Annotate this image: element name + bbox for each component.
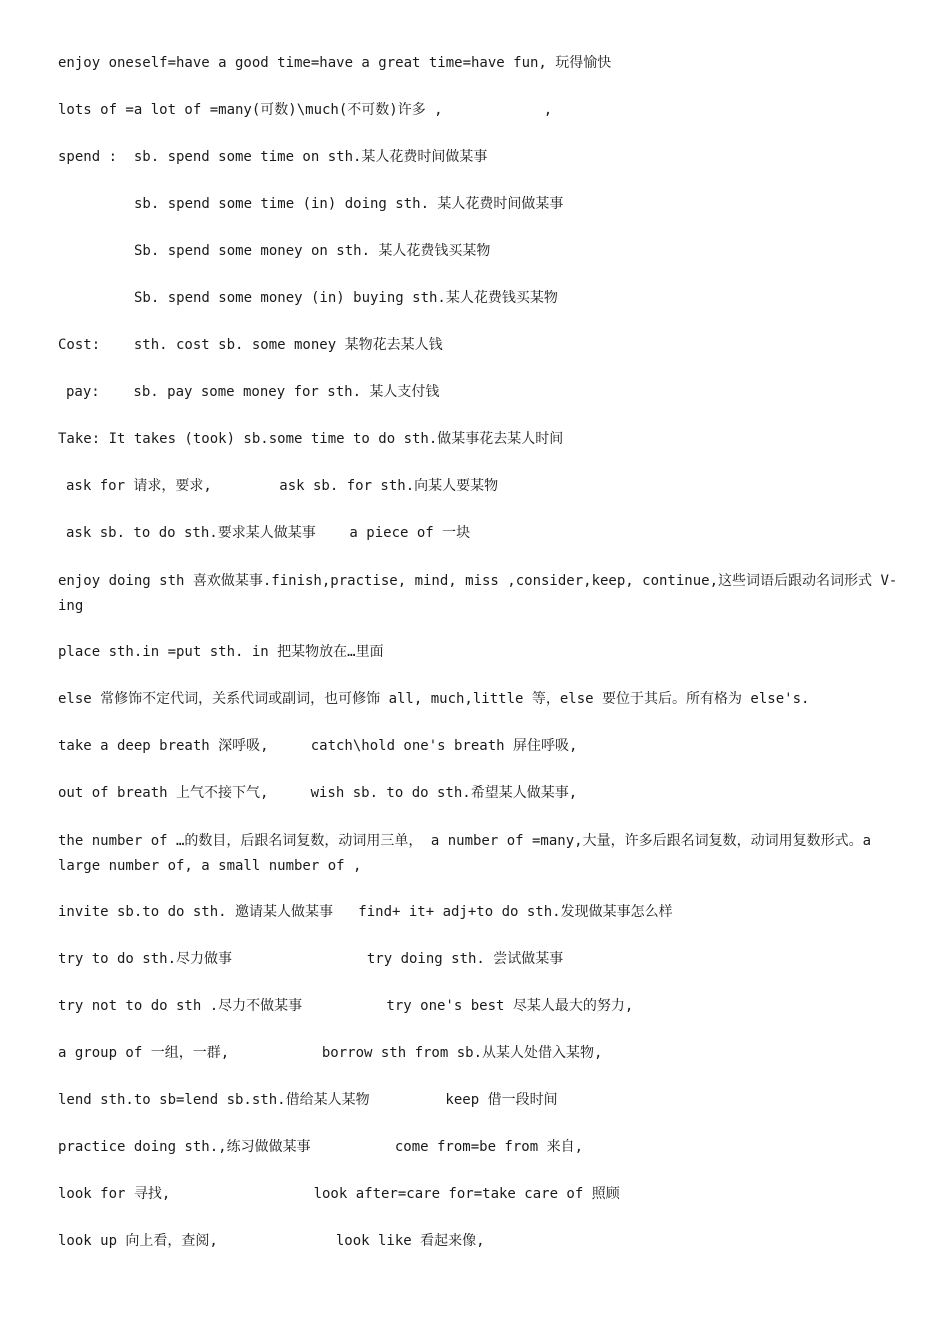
phrase-line: ask sb. to do sth.要求某人做某事 a piece of 一块: [66, 525, 471, 541]
phrase-line: sb. spend some time (in) doing sth. 某人花费时间做某事: [134, 196, 564, 212]
phrase-line: invite sb.to do sth. 邀请某人做某事 find+ it+ adj+to do sth.发现做某事怎么样: [58, 904, 673, 920]
phrase-line: lend sth.to sb=lend sb.sth.借给某人某物 keep 借一段时间: [58, 1092, 558, 1108]
phrase-line: Take: It takes (took) sb.some time to do sth.做某事花去某人时间: [58, 431, 564, 447]
phrase-line: ask for 请求，要求, ask sb. for sth.向某人要某物: [66, 478, 499, 494]
phrase-line: else 常修饰不定代词，关系代词或副词，也可修饰 all, much,little 等，else 要位于其后。所有格为 else's.: [58, 691, 810, 707]
phrase-line: out of breath 上气不接下气, wish sb. to do sth.希望某人做某事,: [58, 785, 578, 801]
phrase-line: Sb. spend some money (in) buying sth.某人花费钱买某物: [134, 290, 558, 306]
phrase-line: lots of =a lot of =many(可数)\much(不可数)许多 , ,: [58, 102, 553, 118]
phrase-line: the number of …的数目，后跟名词复数，动词用三单， a number of =many,大量，许多后跟名词复数，动词用复数形式。a large number of, a small number of ,: [58, 833, 872, 874]
phrase-line: take a deep breath 深呼吸, catch\hold one's breath 屏住呼吸,: [58, 738, 578, 754]
phrase-line: Cost: sth. cost sb. some money 某物花去某人钱: [58, 337, 443, 353]
phrase-line: spend : sb. spend some time on sth.某人花费时间做某事: [58, 149, 488, 165]
phrase-line: look for 寻找, look after=care for=take care of 照顾: [58, 1186, 620, 1202]
phrase-line: place sth.in =put sth. in 把某物放在…里面: [58, 644, 384, 660]
phrase-line: Sb. spend some money on sth. 某人花费钱买某物: [134, 243, 491, 259]
phrase-line: try not to do sth .尽力不做某事 try one's best 尽某人最大的努力,: [58, 998, 634, 1014]
phrase-line: enjoy doing sth 喜欢做某事.finish,practise, mind, miss ,consider,keep, continue,这些词语后跟动名词形式 V-ing: [58, 573, 898, 614]
phrase-line: enjoy oneself=have a good time=have a great time=have fun, 玩得愉快: [58, 55, 612, 71]
phrase-line: practice doing sth.,练习做做某事 come from=be from 来自,: [58, 1139, 584, 1155]
phrase-line: pay: sb. pay some money for sth. 某人支付钱: [66, 384, 440, 400]
phrase-line: a group of 一组，一群, borrow sth from sb.从某人处借入某物,: [58, 1045, 603, 1061]
document-page: [58, 52, 898, 1277]
phrase-line: look up 向上看，查阅, look like 看起来像,: [58, 1233, 485, 1249]
phrase-line: try to do sth.尽力做事 try doing sth. 尝试做某事: [58, 951, 564, 967]
